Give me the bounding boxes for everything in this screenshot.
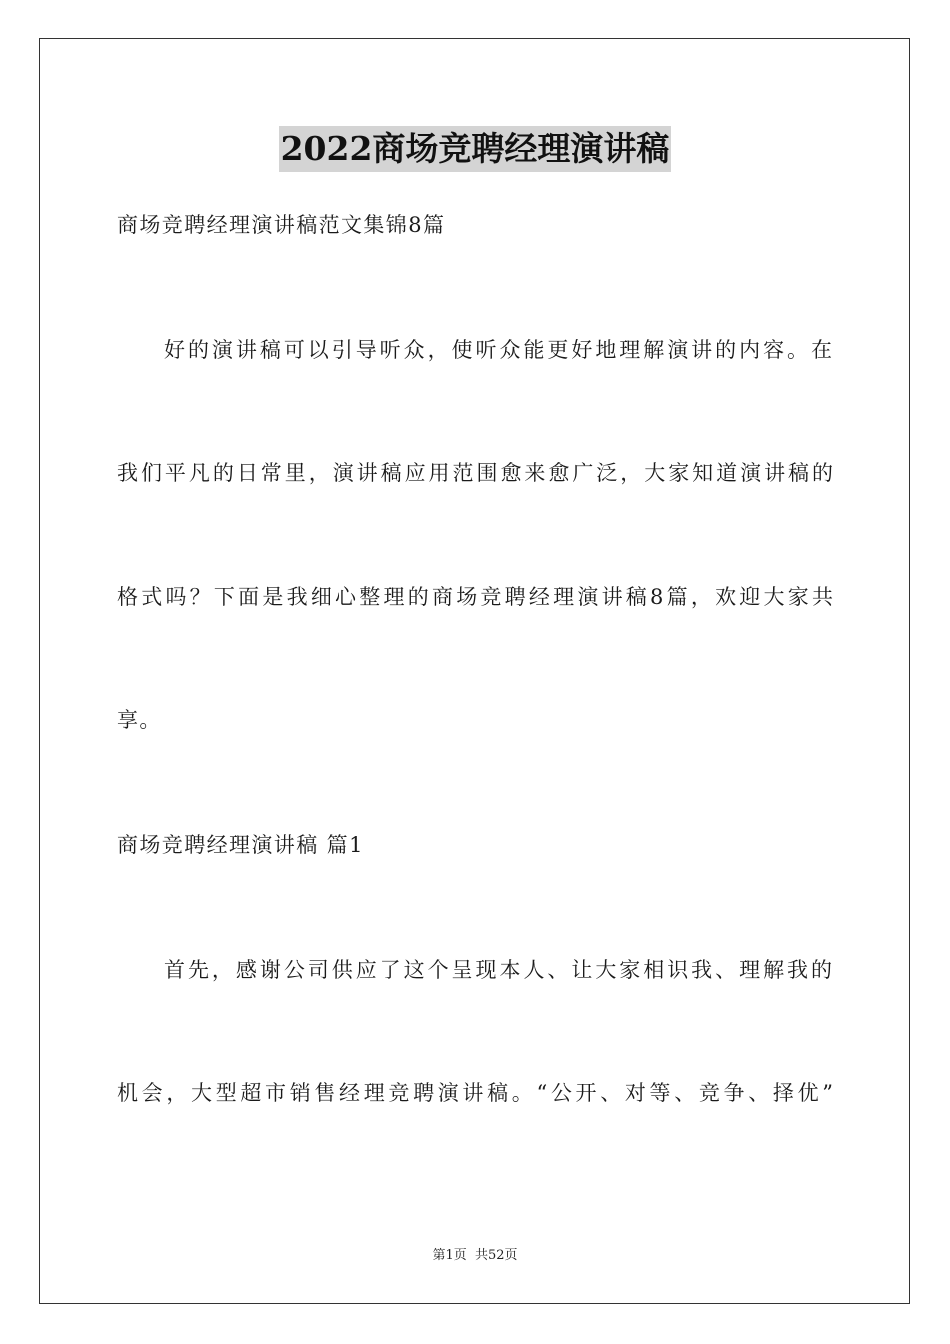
paragraph-line: 我们平凡的日常里，演讲稿应用范围愈来愈广泛，大家知道演讲稿的 [117, 461, 833, 485]
paragraph-line: 享。 [117, 708, 162, 732]
document-title: 2022商场竞聘经理演讲稿 [279, 126, 672, 172]
paragraph-line: 好的演讲稿可以引导听众，使听众能更好地理解演讲的内容。在 [164, 338, 832, 362]
paragraph-line: 首先，感谢公司供应了这个呈现本人、让大家相识我、理解我的 [164, 958, 832, 982]
page-footer [0, 1244, 950, 1263]
page-number: 第1页 [432, 1248, 467, 1263]
title-container [0, 126, 950, 172]
document-subtitle: 商场竞聘经理演讲稿范文集锦8篇 [117, 213, 446, 237]
section-heading: 商场竞聘经理演讲稿 篇1 [117, 833, 364, 857]
page-total: 共52页 [474, 1248, 518, 1263]
paragraph-line: 格式吗？下面是我细心整理的商场竞聘经理演讲稿8篇，欢迎大家共 [117, 585, 833, 609]
paragraph-line: 机会，大型超市销售经理竞聘演讲稿。“公开、对等、竞争、择优” [117, 1081, 833, 1105]
